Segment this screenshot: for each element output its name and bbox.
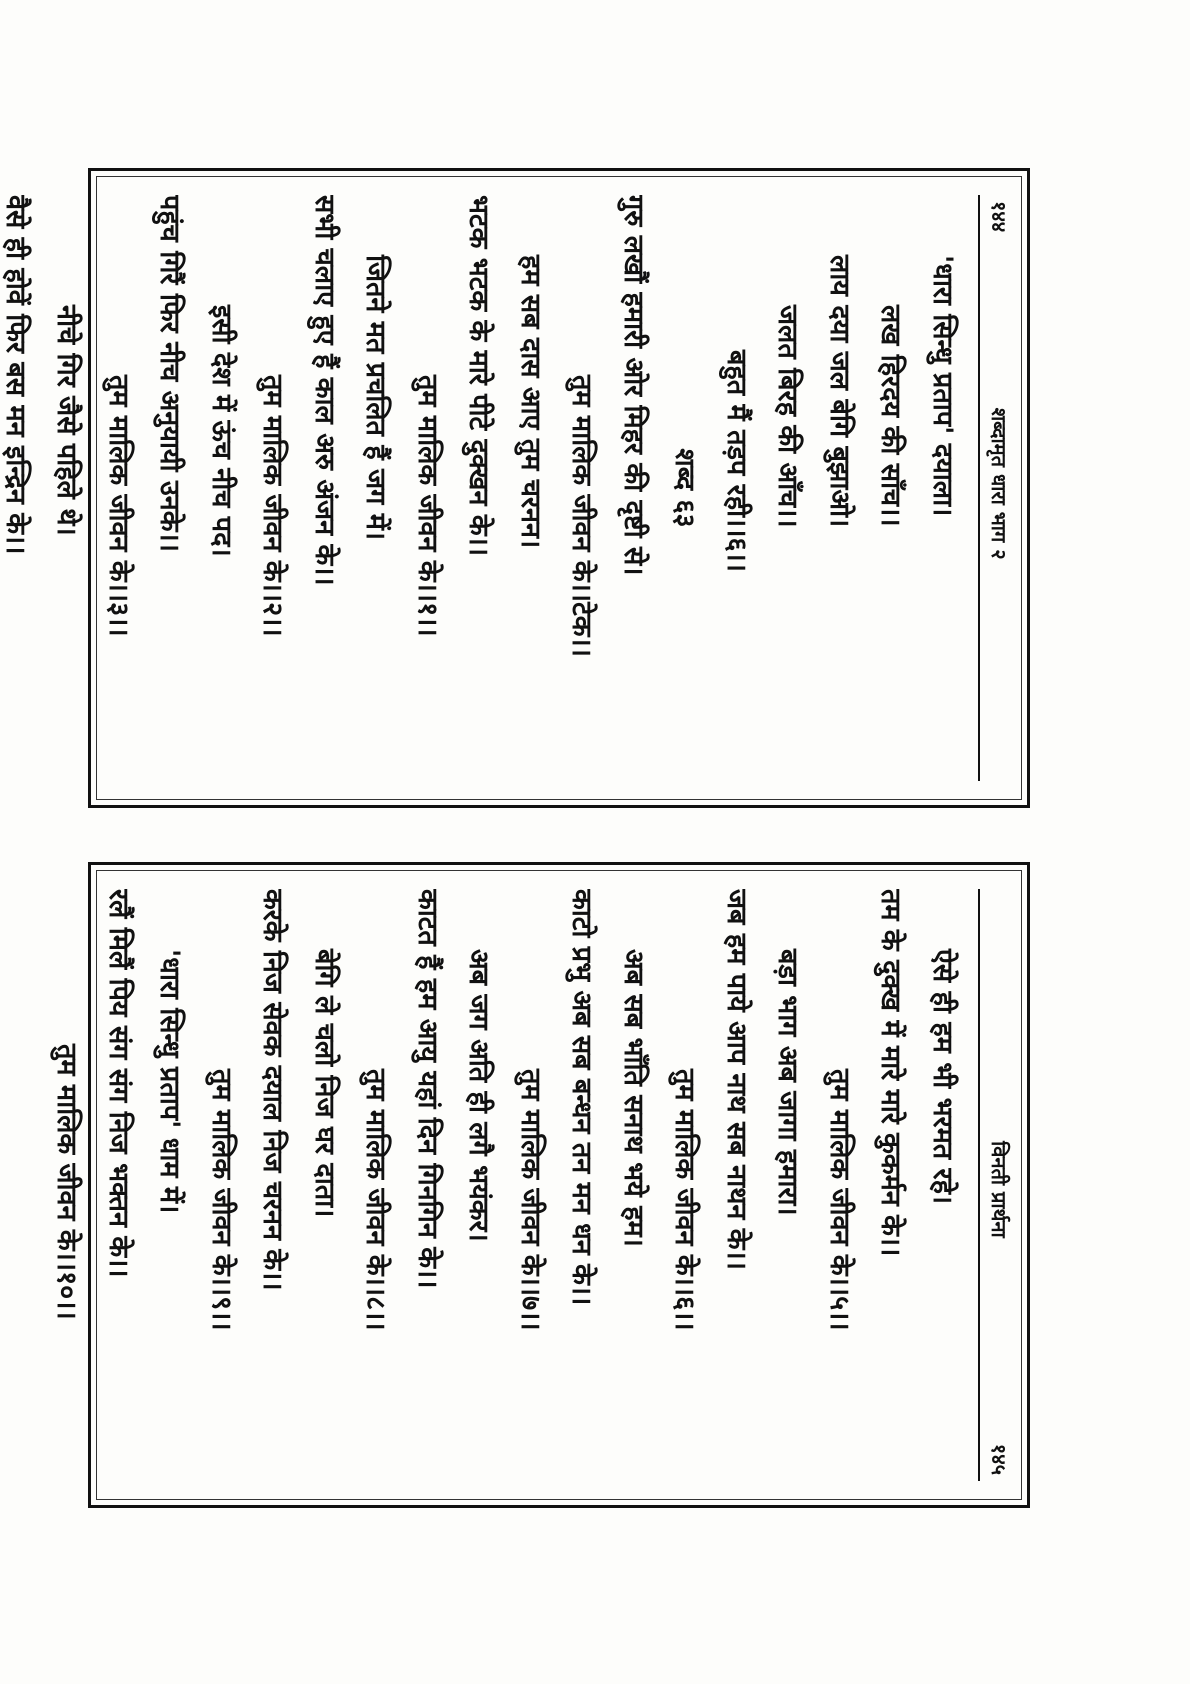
verse-line: गुरु लखौं हमारी ओर मिहर की दृष्टी से। (618, 195, 649, 576)
right-page-header-title: विनती प्रार्थना (987, 1141, 1011, 1238)
right-page-number: १४५ (987, 1443, 1011, 1475)
verse-line: काटत हैं हम आयु यहां दिन गिनगिन के।। (412, 889, 443, 1289)
verse-line: तुम मालिक जीवन के।।१०।। (51, 1044, 83, 1320)
verse-line: पहुंच गिरैं फिर नीच अनुयायी उनके।। (154, 195, 186, 552)
verse-line: रलैं मिलैं पिय संग संग निज भक्तन के।। (103, 889, 134, 1278)
verse-line: ऐसे ही हम भी भरमत रहे। (927, 949, 958, 1205)
verse-line: तुम मालिक जीवन के।।५।। (824, 1069, 855, 1331)
verse-line: तुम मालिक जीवन के।।टेक।। (566, 375, 598, 657)
verse-line: तुम मालिक जीवन के।।६।। (669, 1069, 701, 1331)
right-page-header (978, 889, 1019, 1481)
right-page-content (51, 865, 1027, 1505)
right-page (51, 862, 1030, 1508)
verse-line: अब सब भाँति सनाथ भये हम। (618, 949, 649, 1247)
left-page-header (978, 195, 1019, 781)
verse-line: इसी देश में ऊंच नीच पद। (206, 305, 237, 557)
verse-line: तम के दुक्ख में मारे मारे कुकर्मन के।। (875, 889, 907, 1257)
verse-line: सभी चलाए हुए हैं काल अरु अंजन के।। (309, 195, 340, 586)
verse-line: बेगि ले चलो निज घर दाता। (309, 949, 340, 1218)
verse-line: तुम मालिक जीवन के।।८।। (360, 1069, 392, 1331)
verse-line: जलत बिरह की आँच।। (772, 305, 804, 528)
verse-line: तुम मालिक जीवन के।।७।। (515, 1069, 546, 1331)
verse-line: जब हम पाये आप नाथ सब नाथन के।। (721, 889, 752, 1270)
verse-line: तुम मालिक जीवन के।।३।। (103, 375, 134, 637)
verse-line: 'धारा सिन्धु प्रताप' धाम में। (154, 949, 186, 1214)
verse-line: शब्द ६३ (669, 448, 701, 528)
verse-line: हम सब दास आए तुम चरनन। (515, 255, 546, 549)
verse-line: वैसे ही होवें फिर बस मन इन्द्रिन के।। (0, 195, 31, 555)
verse-line: तुम मालिक जीवन के।।२।। (257, 375, 289, 637)
verse-line: बहुत मैं तड़प रही।।६।। (721, 350, 752, 573)
left-page-number: १४४ (987, 201, 1011, 233)
left-page-header-title: शब्दामृत धारा भाग २ (987, 407, 1011, 560)
left-page-content (0, 171, 1027, 805)
verse-line: भटक भटक के मारे पीटे दुक्खन के।। (463, 195, 495, 557)
right-page-verses (41, 889, 968, 1481)
verse-line: जितने मत प्रचलित हैं जग में। (360, 255, 392, 541)
verse-line: तुम मालिक जीवन के।।९।। (206, 1069, 237, 1331)
verse-line: बड़ा भाग अब जागा हमारा। (772, 949, 804, 1216)
verse-line: अब जग अति ही लगै भयंकर। (463, 949, 495, 1242)
verse-line: तुम मालिक जीवन के।।१।। (412, 375, 443, 637)
left-page-verses (0, 195, 968, 781)
verse-line: करके निज सेवक दयाल निज चरनन के।। (257, 889, 289, 1291)
verse-line: काटो प्रभु अब सब बन्धन तन मन धन के।। (566, 889, 598, 1306)
verse-line: 'धारा सिन्धु प्रताप' दयाला। (927, 255, 958, 517)
verse-line: लाय दया जल बेगि बुझाओ। (824, 255, 855, 528)
verse-line: लख हिरदय की साँच।। (875, 305, 907, 527)
left-page (0, 168, 1030, 808)
verse-line: नीचे गिर जैसे पहिले थे। (51, 305, 83, 536)
